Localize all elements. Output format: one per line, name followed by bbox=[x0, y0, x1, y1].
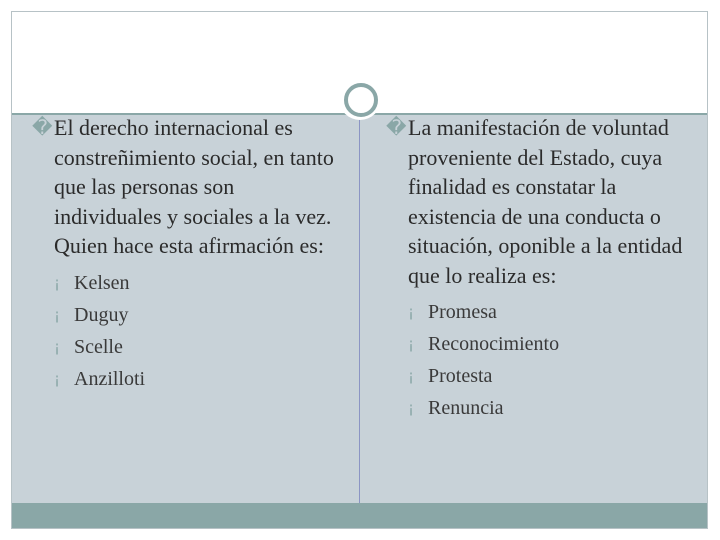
option-bullet-icon: ¡ bbox=[54, 305, 61, 324]
option-label: Duguy bbox=[74, 303, 129, 326]
left-question-text: El derecho internacional es constreñimiento social, en tanto que las personas son individuales y sociales a la vez. Quien hace esta afirmación es: bbox=[54, 115, 334, 258]
right-options-list bbox=[386, 296, 698, 424]
option-label: Renuncia bbox=[428, 397, 504, 419]
question-bullet-icon: � bbox=[32, 115, 53, 139]
right-question bbox=[386, 113, 698, 290]
option-bullet-icon: ¡ bbox=[408, 303, 415, 321]
option-bullet-icon: ¡ bbox=[408, 335, 415, 353]
option-item bbox=[54, 363, 344, 395]
option-label: Scelle bbox=[74, 335, 123, 358]
option-bullet-icon: ¡ bbox=[54, 273, 61, 292]
option-item bbox=[54, 299, 344, 331]
option-label: Anzilloti bbox=[74, 367, 146, 390]
column-divider bbox=[359, 115, 360, 503]
option-item bbox=[54, 331, 344, 363]
question-bullet-icon: � bbox=[386, 115, 407, 139]
option-bullet-icon: ¡ bbox=[54, 369, 61, 388]
option-item bbox=[408, 392, 698, 424]
footer-bar bbox=[12, 503, 707, 528]
right-column bbox=[386, 113, 698, 424]
option-label: Protesta bbox=[428, 365, 493, 387]
left-column bbox=[32, 113, 344, 395]
right-question-text: La manifestación de voluntad proveniente del Estado, cuya finalidad es constatar la existencia de una conducta o situación, oponible a la entidad que lo realiza es: bbox=[408, 115, 683, 288]
option-bullet-icon: ¡ bbox=[408, 399, 415, 417]
option-item bbox=[408, 328, 698, 360]
option-item bbox=[408, 360, 698, 392]
option-bullet-icon: ¡ bbox=[54, 337, 61, 356]
left-options-list bbox=[32, 267, 344, 395]
option-label: Kelsen bbox=[74, 271, 130, 294]
left-question bbox=[32, 113, 344, 261]
option-label: Promesa bbox=[428, 301, 497, 323]
option-item bbox=[408, 296, 698, 328]
option-item bbox=[54, 267, 344, 299]
decorative-circle-icon bbox=[344, 83, 378, 117]
option-bullet-icon: ¡ bbox=[408, 367, 415, 385]
option-label: Reconocimiento bbox=[428, 333, 560, 355]
